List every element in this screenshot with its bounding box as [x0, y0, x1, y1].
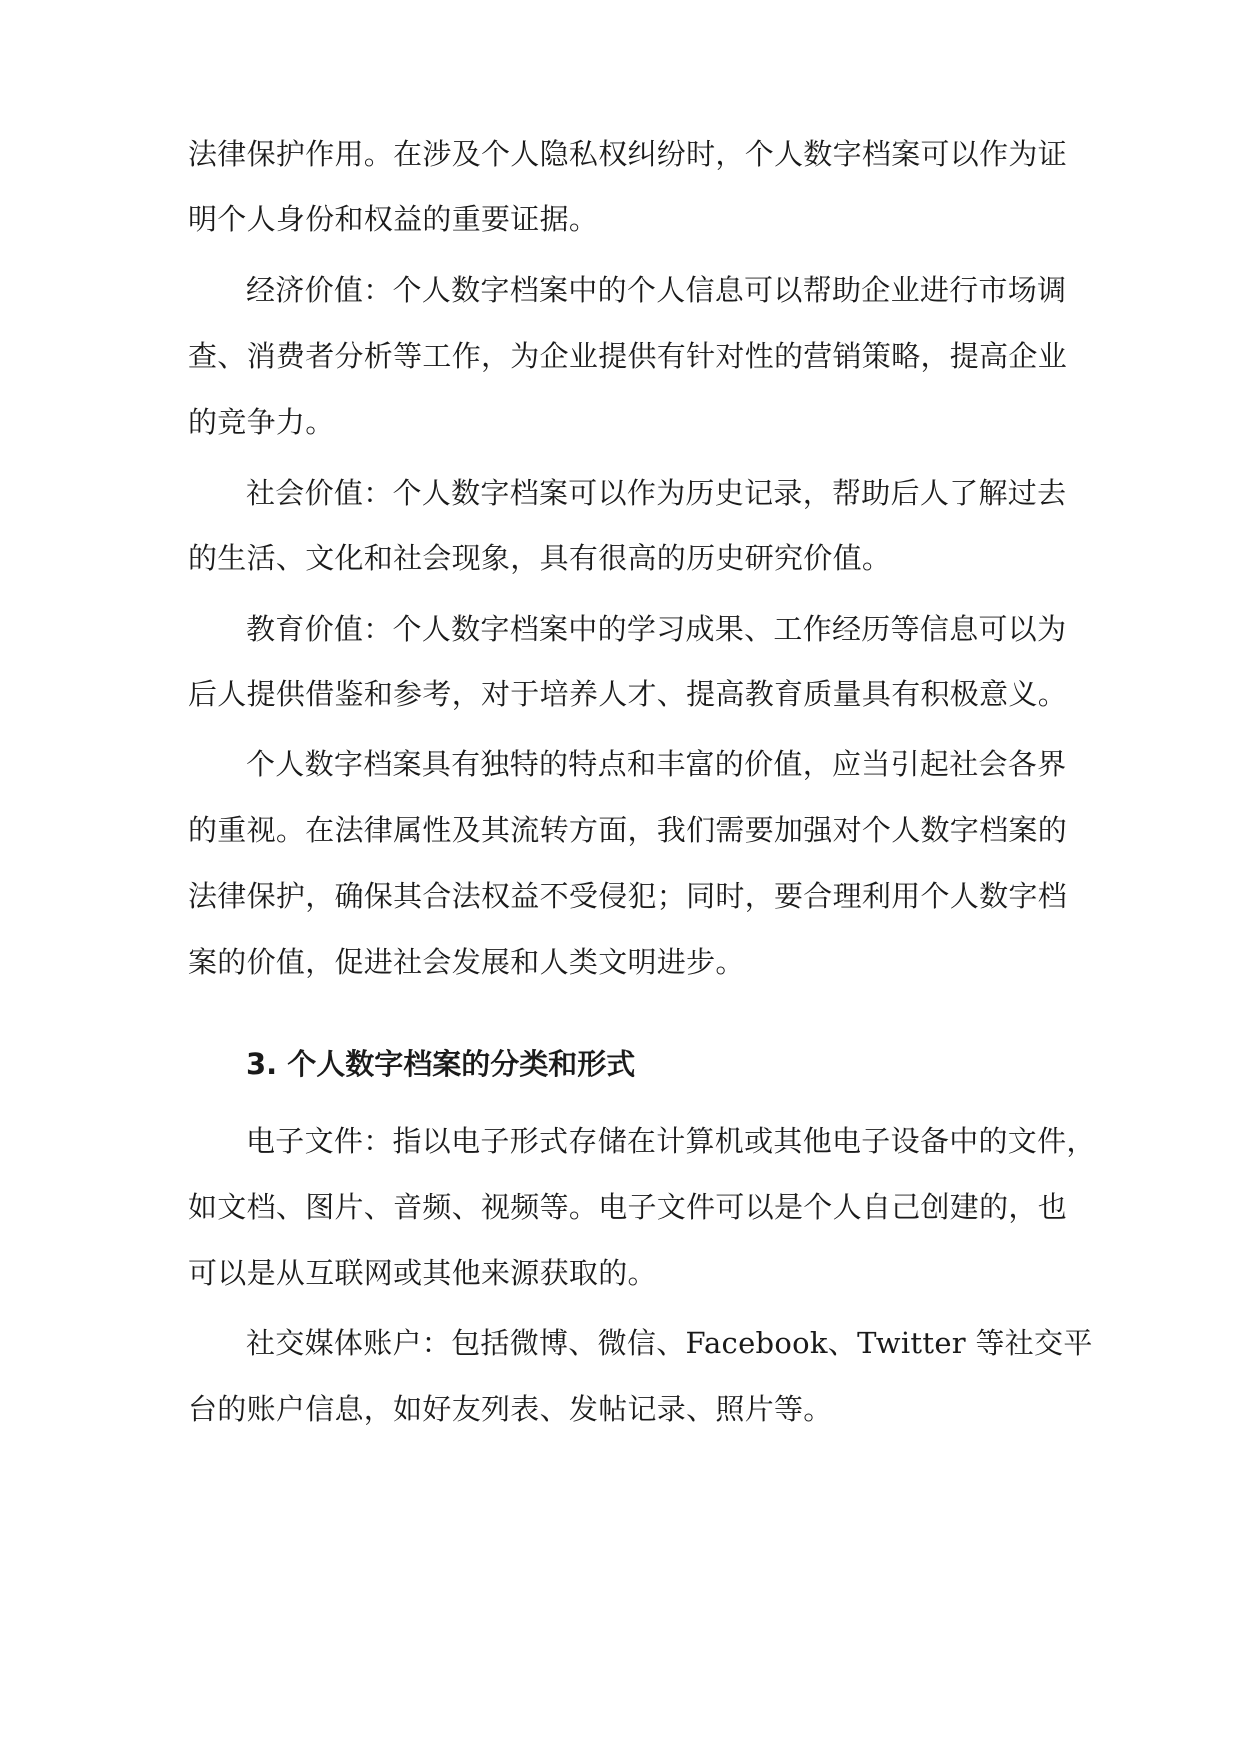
paragraph-line: 明个人身份和权益的重要证据。 — [188, 202, 599, 236]
paragraph-line: 的竞争力。 — [188, 405, 335, 439]
paragraph-line: 后人提供借鉴和参考，对于培养人才、提高教育质量具有积极意义。 — [188, 677, 1068, 711]
paragraph-line: 案的价值，促进社会发展和人类文明进步。 — [188, 945, 745, 979]
paragraph-line: 教育价值：个人数字档案中的学习成果、工作经历等信息可以为 — [246, 612, 1067, 646]
paragraph-line: 如文档、图片、音频、视频等。电子文件可以是个人自己创建的，也 — [188, 1190, 1068, 1224]
paragraph-line: 台的账户信息，如好友列表、发帖记录、照片等。 — [188, 1392, 833, 1426]
paragraph-line: 法律保护，确保其合法权益不受侵犯；同时，要合理利用个人数字档 — [188, 879, 1068, 913]
paragraph-line: 的重视。在法律属性及其流转方面，我们需要加强对个人数字档案的 — [188, 813, 1068, 847]
paragraph-line: 电子文件：指以电子形式存储在计算机或其他电子设备中的文件， — [246, 1124, 1096, 1158]
paragraph-line: 法律保护作用。在涉及个人隐私权纠纷时，个人数字档案可以作为证 — [188, 137, 1068, 171]
paragraph-line: 个人数字档案具有独特的特点和丰富的价值，应当引起社会各界 — [246, 747, 1067, 781]
paragraph-line: 查、消费者分析等工作，为企业提供有针对性的营销策略，提高企业 — [188, 339, 1068, 373]
paragraph-line: 的生活、文化和社会现象，具有很高的历史研究价值。 — [188, 541, 892, 575]
paragraph-line: 社会价值：个人数字档案可以作为历史记录，帮助后人了解过去 — [246, 476, 1067, 510]
paragraph-line: 社交媒体账户：包括微博、微信、Facebook、Twitter 等社交平 — [246, 1326, 1093, 1360]
paragraph-line: 可以是从互联网或其他来源获取的。 — [188, 1256, 657, 1290]
paragraph-line: 经济价值：个人数字档案中的个人信息可以帮助企业进行市场调 — [246, 273, 1067, 307]
section-heading: 3. 个人数字档案的分类和形式 — [246, 1047, 636, 1081]
